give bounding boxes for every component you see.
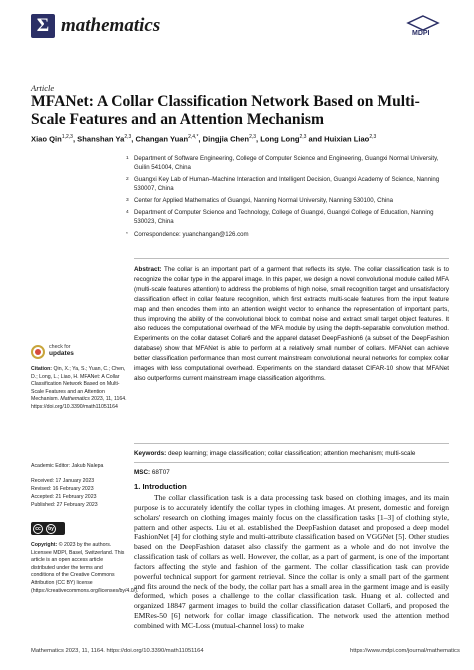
author-affil: 2,4,* — [188, 134, 199, 140]
correspondence — [126, 231, 454, 240]
section-paragraph: The collar classification task is a data processing task based on clothing images, and its main purpose is to accurately identify the collar types in clothing images. At present, domestic and foreign scholars' research on clothing images mainly focus on the classification tasks [1–3] of clothing style, pattern and other aspects. Liu et al. established the DeepFashion dataset and proposed a deep model FashionNet [4] for clothing style and multi-attribute classification based on VGGNet [5]. Other studies based on the DeepFashion dataset also classify the garment as a whole and do not involve the classification task of collars as well. However, the collar, as a part of garment, is one of the important factors affecting the style and fashion of the garment. The collar classification task can provide powerful technical support for garment retrieval. Since the collar is only a small part of the garment and fits around the neck of the body, the collar part has a small area in the garment image and is easily deformed, which poses a challenge to the collar classification task. Huang et al. collected and organized 18847 garment images to build the collar classification dataset Collar6, and proposed the EMRes-50 [6] network for collar image classification. The network used the attention method combined with MC-Loss (mutual-channel loss) to make — [134, 493, 449, 630]
author-affil: 2,3 — [124, 134, 132, 140]
affiliation-number: 2 — [126, 177, 129, 182]
journal-logo — [31, 14, 55, 38]
publisher-name: MDPI — [412, 30, 430, 37]
author-name[interactable]: Long Long — [260, 134, 300, 144]
check-updates-icon — [31, 345, 45, 359]
citation-label: Citation: — [31, 366, 53, 372]
abstract-label: Abstract: — [134, 266, 162, 273]
affiliation — [126, 209, 454, 226]
msc-label: MSC: — [134, 469, 151, 476]
cc-by-license-badge[interactable] — [31, 522, 65, 535]
paper-title: MFANet: A Collar Classification Network Based on Multi-Scale Features and an Attention Mechanism — [31, 93, 420, 128]
citation — [31, 366, 127, 412]
revised-date: Revised: 16 February 2023 — [31, 486, 94, 492]
author-affil: 2,3 — [369, 134, 377, 140]
affiliation-number: 3 — [126, 198, 129, 203]
author-name[interactable]: Xiao Qin — [31, 134, 62, 144]
copyright — [31, 542, 139, 595]
section-heading: 1. Introduction — [134, 482, 187, 491]
sigma-icon: Σ — [36, 15, 50, 36]
accepted-date: Accepted: 21 February 2023 — [31, 494, 97, 500]
copyright-text: © 2023 by the authors. Licensee MDPI, Basel, Switzerland. This article is an open access article distributed under the terms and conditions of the Creative Commons Attribution (CC BY) license (https://creativecommons.org/licenses/by/4.0/). — [31, 542, 139, 594]
affiliation-text: Guangxi Key Lab of Human–Machine Interaction and Intelligent Decision, Guangxi Academy of Science, Nanning 530007, China — [134, 176, 440, 192]
journal-name[interactable]: mathematics — [61, 15, 161, 36]
footer-citation[interactable]: Mathematics 2023, 11, 1164. https://doi.org/10.3390/math11051164 — [31, 648, 204, 654]
footer-journal-link[interactable]: https://www.mdpi.com/journal/mathematics — [350, 648, 460, 654]
divider — [134, 443, 449, 444]
copyright-label: Copyright: — [31, 542, 58, 548]
keywords-text: deep learning; image classification; collar classification; attention mechanism; multi-scale — [167, 450, 416, 457]
author-name[interactable]: Dingjia Chen — [202, 134, 250, 144]
citation-doi[interactable]: 2023, 11, 1164. https://doi.org/10.3390/math11051164 — [31, 396, 127, 410]
author-list: Xiao Qin$^{1,2,3}$, Shanshan Ya$^{2,3}$, Changan Yuan$^{2,4,*}$, Dingjia Chen$^{2,3}$, Long Long$^{2,3}$ and Huixian Liao$^{2,3}$ — [31, 134, 377, 144]
author-affil: 2,3 — [249, 134, 257, 140]
academic-editor: Academic Editor: Jakub Nalepa — [31, 463, 104, 469]
cc-icon: cc — [33, 524, 43, 534]
citation-journal: Mathematics — [60, 396, 90, 403]
author-name[interactable]: Changan Yuan — [135, 134, 189, 144]
affiliation — [126, 155, 454, 172]
author-affil: 2,3 — [299, 134, 307, 140]
mdpi-logo-icon — [405, 15, 441, 31]
affiliation-text: Department of Computer Science and Technology, College of Guangxi, Guangxi College of Education, Nanning 530023, China — [134, 209, 434, 225]
by-icon: by — [46, 524, 56, 534]
article-type: Article — [31, 83, 55, 93]
check-updates-line1: check for — [49, 344, 71, 350]
msc-code: 68T07 — [151, 469, 170, 476]
affiliation — [126, 197, 454, 206]
received-date: Received: 17 January 2023 — [31, 478, 95, 484]
divider — [134, 258, 449, 259]
abstract-text: The collar is an important part of a garment that reflects its style. The collar classification task is to recognize the collar type in the apparel image. In this paper, we design a novel convolutional module called MFA (multi-scale features attention) to address the problems of high noise, small recognition target and unsatisfactory classification effect in collar feature recognition, which first extracts multi-scale features from the input feature map and then encodes them into an attention weight vector to enhance the representation of important parts, thus improving the ability of the convolutional block to combat noise and extract small target object features. It also reduces the computational overhead of the MFA module by using the depth-separable convolution method. Experiments on the collar dataset Collar6 and the apparel dataset DeepFashion6 (a subset of the DeepFashion database) show that MFANet is able to perform at a relatively small number of collars. MFANet can achieve better classification performance than most current mainstream convolutional neural networks for complex collar images with less computational overhead. Experiments on the standard dataset CIFAR-10 show that MFANet also outperforms current mainstream image classification algorithms. — [134, 266, 450, 382]
check-updates-line2: updates — [49, 350, 74, 357]
correspondence-text[interactable]: Correspondence: yuanchangan@126.com — [134, 231, 249, 238]
check-for-updates-button[interactable] — [31, 345, 91, 361]
affiliation-text: Center for Applied Mathematics of Guangxi, Nanning Normal University, Nanning 530100, China — [134, 197, 394, 204]
affiliation-number: 4 — [126, 210, 129, 215]
citation-text: Qin, X.; Ya, S.; Yuan, C.; Chen, D.; Long, L.; Liao, H. MFANet: A Collar Classification Network Based on Multi-Scale Features and an Attention Mechanism. — [31, 366, 126, 403]
published-date: Published: 27 February 2023 — [31, 502, 98, 508]
author-name[interactable]: Shanshan Ya — [77, 134, 125, 144]
keywords-label: Keywords: — [134, 450, 167, 457]
author-name[interactable]: Huixian Liao — [324, 134, 370, 144]
affiliation — [126, 176, 454, 193]
correspondence-mark: * — [126, 232, 128, 237]
author-affil: 1,2,3 — [61, 134, 73, 140]
affiliation-number: 1 — [126, 156, 129, 161]
abstract — [134, 265, 449, 384]
msc — [134, 469, 170, 476]
keywords — [134, 449, 449, 459]
divider — [134, 462, 449, 463]
affiliation-text: Department of Software Engineering, College of Computer Science and Engineering, Guangxi Normal University, Guilin 541004, China — [134, 155, 439, 171]
